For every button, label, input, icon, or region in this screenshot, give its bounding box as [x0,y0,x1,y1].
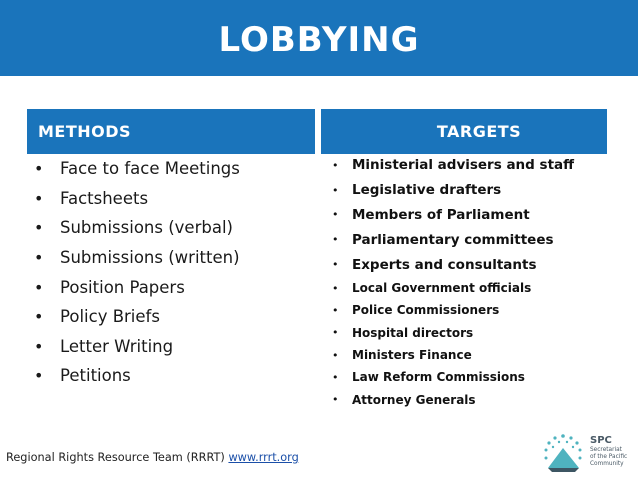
bullet-icon: • [332,233,339,247]
methods-item-label: Position Papers [60,277,185,297]
logo-line: Secretariat [590,447,622,453]
methods-header [27,109,315,154]
bullet-icon: • [34,277,44,297]
targets-item-label: Members of Parliament [352,206,530,223]
targets-item-label: Local Government officials [352,281,532,296]
targets-item-label: Police Commissioners [352,303,500,318]
bullet-icon: • [34,336,44,356]
bullet-icon: • [332,281,339,295]
spc-logo [537,428,637,478]
targets-item [332,153,574,178]
targets-item [332,203,574,228]
logo-line: of the Pacific [590,454,628,460]
methods-item [34,272,240,302]
targets-item-label: Ministerial advisers and staff [352,157,575,174]
bullet-icon: • [332,326,339,340]
targets-item [332,277,574,299]
bullet-icon: • [332,348,339,362]
footer-link[interactable]: www.rrrt.org [228,451,299,464]
bullet-icon: • [34,218,44,238]
bullet-icon: • [34,188,44,208]
methods-item-label: Letter Writing [60,336,174,356]
methods-item-label: Policy Briefs [60,307,160,327]
targets-item-label: Ministers Finance [352,348,472,363]
bullet-icon: • [332,303,339,317]
bullet-icon: • [34,307,44,327]
bullet-icon: • [34,248,44,268]
bullet-icon: • [332,208,339,222]
targets-item [332,178,574,203]
methods-item [34,213,240,243]
targets-header-label: TARGETS [436,122,522,141]
methods-item [34,243,240,273]
targets-item [332,322,574,344]
footer-text: Regional Rights Resource Team (RRRT) [6,451,229,464]
methods-item [34,332,240,362]
targets-item-label: Experts and consultants [352,256,537,273]
bullet-icon: • [332,158,339,172]
methods-list [34,154,240,391]
methods-item [34,154,240,184]
methods-item [34,184,240,214]
targets-item-label: Attorney Generals [352,392,476,407]
methods-item-label: Submissions (written) [60,248,240,268]
bullet-icon: • [332,258,339,272]
methods-item [34,361,240,391]
targets-item [332,299,574,321]
targets-item [332,227,574,252]
bullet-icon: • [332,393,339,407]
targets-item [332,366,574,388]
bullet-icon: • [332,370,339,384]
targets-header [321,109,607,154]
targets-item-label: Law Reform Commissions [352,370,525,385]
bullet-icon: • [332,183,339,197]
methods-item-label: Factsheets [60,188,149,208]
targets-list [332,153,574,411]
targets-item [332,388,574,410]
targets-item-label: Legislative drafters [352,182,502,199]
methods-item-label: Petitions [60,366,131,386]
methods-header-label: METHODS [38,122,132,141]
logo-line: Community [590,461,624,467]
methods-item-label: Face to face Meetings [60,159,240,179]
methods-item [34,302,240,332]
targets-item [332,252,574,277]
targets-item [332,344,574,366]
logo-text [590,436,627,468]
targets-item-label: Hospital directors [352,325,474,340]
logo-hull [548,468,579,472]
logo-sail [548,448,579,468]
logo-abbr: SPC [590,435,612,446]
spc-logo-icon [539,430,587,476]
slide-title: LOBBYING [218,20,420,60]
bullet-icon: • [34,159,44,179]
methods-item-label: Submissions (verbal) [60,218,233,238]
title-bar [0,0,638,76]
targets-item-label: Parliamentary committees [352,231,554,248]
footer [6,451,299,464]
bullet-icon: • [34,366,44,386]
